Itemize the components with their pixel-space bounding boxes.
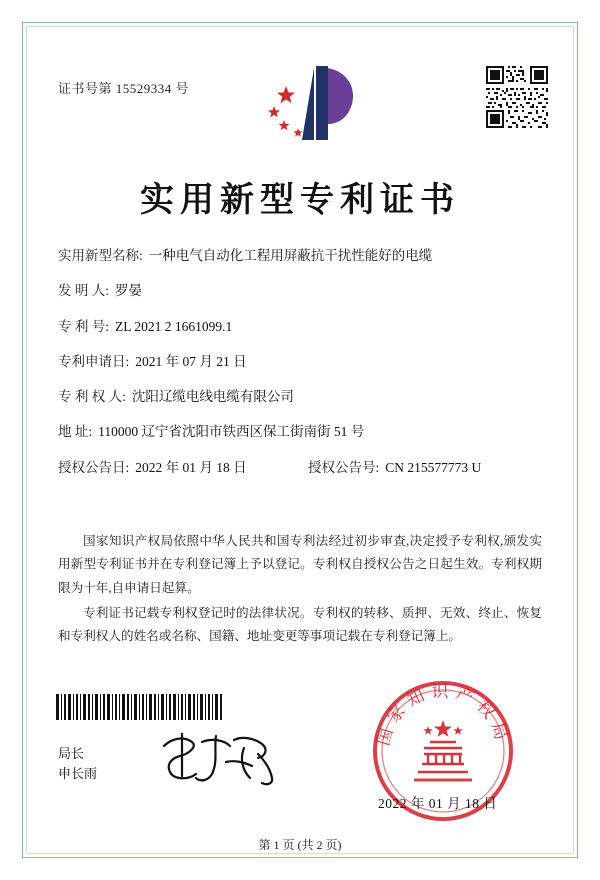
- cnipa-logo-icon: [252, 62, 360, 144]
- field-row-inventor: [58, 281, 542, 301]
- svg-text:国家知识产权局: 国家知识产权局: [373, 682, 513, 748]
- field-label-address: 地 址:: [58, 424, 93, 440]
- field-row-name: [58, 246, 542, 266]
- legal-text: [58, 530, 542, 650]
- field-label-patent-number: 专 利 号:: [58, 318, 110, 334]
- field-row-patent-number: [58, 317, 542, 337]
- field-row-application-date: [58, 352, 542, 372]
- qr-code: [486, 66, 548, 128]
- field-value-patent-number: ZL 2021 2 1661099.1: [115, 318, 233, 334]
- field-value-application-date: 2021 年 07 月 21 日: [135, 353, 247, 369]
- legal-paragraph-1: 国家知识产权局依照中华人民共和国专利法经过初步审查,决定授予专利权,颁发实用新型专利证书并在专利登记簿上予以登记。专利权自授权公告之日起生效。专利权期限为十年,自申请日起算。: [58, 534, 542, 595]
- field-value-grant-date: 2022 年 01 月 18 日: [135, 459, 247, 475]
- field-label-application-date: 专利申请日:: [58, 353, 130, 369]
- field-label-grant-date: 授权公告日:: [58, 459, 130, 475]
- certificate-number: 证书号第 15529334 号: [58, 81, 190, 96]
- field-row-patentee: [58, 387, 542, 407]
- barcode: [56, 694, 224, 720]
- field-value-grant-number: CN 215577773 U: [385, 459, 482, 475]
- field-value-name: 一种电气自动化工程用屏蔽抗干扰性能好的电缆: [148, 248, 433, 263]
- field-value-patentee: 沈阳辽缆电线电缆有限公司: [131, 389, 294, 404]
- field-row-address: [58, 422, 542, 442]
- page-footer: 第 1 页 (共 2 页): [258, 838, 342, 852]
- handwritten-signature: [158, 728, 290, 788]
- legal-paragraph-2: 专利证书记载专利权登记时的法律状况。专利权的转移、质押、无效、终止、恢复和专利权人的姓名或名称、国籍、地址变更等事项记载在专利登记簿上。: [58, 605, 542, 644]
- field-value-address: 110000 辽宁省沈阳市铁西区保工街南街 51 号: [98, 424, 365, 440]
- field-label-inventor: 发 明 人:: [58, 283, 110, 299]
- signature-title: 局长: [58, 746, 85, 761]
- field-list: [58, 246, 542, 493]
- page-title: 实用新型专利证书: [140, 182, 460, 219]
- field-value-inventor: 罗晏: [115, 283, 143, 299]
- field-label-patentee: 专 利 权 人:: [58, 389, 126, 404]
- field-label-grant-number: 授权公告号:: [308, 459, 380, 475]
- field-row-grant: [58, 458, 542, 478]
- field-label-name: 实用新型名称:: [58, 248, 143, 263]
- signature-block: [58, 744, 97, 784]
- signature-name: 申长雨: [58, 766, 98, 782]
- seal-date: 2022 年 01 月 18 日: [378, 796, 498, 811]
